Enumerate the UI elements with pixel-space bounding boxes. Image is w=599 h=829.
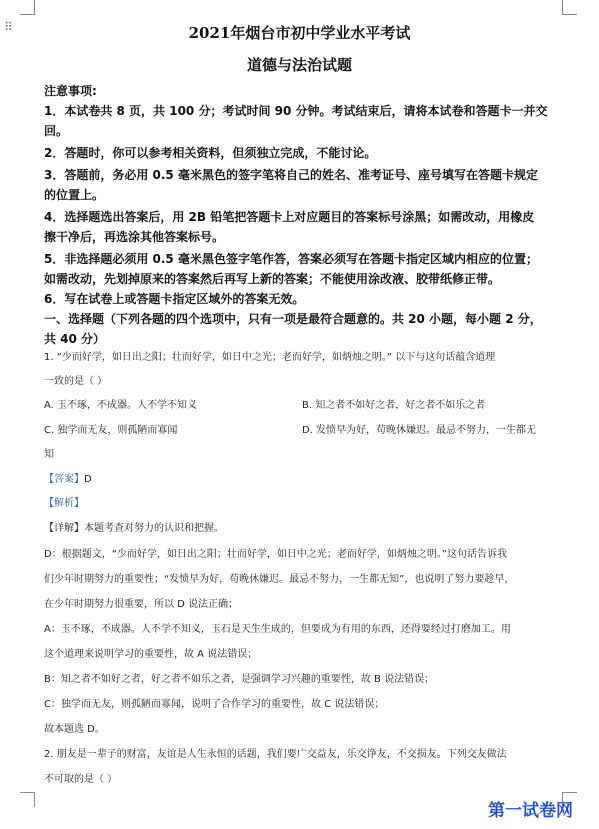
margin-corner-top-right <box>562 0 577 15</box>
document-title: 2021年烟台市初中学业水平考试 <box>188 24 411 42</box>
explanation-conclusion: 故本题选 D。 <box>44 724 105 735</box>
analysis-label: 【解析】 <box>44 498 84 509</box>
question-stem-continued: 不可取的是（ ） <box>44 774 118 785</box>
explanation-line: 们少年时期努力的重要性；“发愤早为好，苟晚休嫌迟。最忌不努力，一生都无知”，也说明了努力要趁早， <box>44 574 515 585</box>
section-heading-continued: 共 40 分） <box>44 332 106 346</box>
note-line: 5．非选择题必须用 0.5 毫米黑色签字笔作答，答案必须写在答题卡指定区域内相应的位置； <box>44 252 538 266</box>
question-stem: 1. “少而好学，如日出之阳；壮而好学，如日中之光；老而好学，如炳烛之明。” 以下与这句话蕴含道理 <box>44 352 496 363</box>
explanation-line: C：独学而无友，则孤陋而寡闻，说明了合作学习的重要性，故 C 说法错误； <box>44 699 385 710</box>
question-stem: 2. 朋友是一辈子的财富，友谊是人生永恒的话题，我们要广交益友，乐交诤友，不交损友。下列交友做法 <box>44 749 507 760</box>
document-subtitle: 道德与法治试题 <box>246 56 352 74</box>
note-line: 2．答题时，你可以参考相关资料，但须独立完成，不能讨论。 <box>44 146 377 160</box>
detail-line <box>44 519 224 534</box>
watermark-logo: 第一试卷网 <box>488 801 573 821</box>
detail-intro: 本题考查对努力的认识和把握。 <box>84 523 224 534</box>
note-line: 回。 <box>44 124 69 138</box>
drag-handle-icon[interactable]: ⠿ <box>4 20 14 34</box>
detail-label: 【详解】 <box>44 523 84 534</box>
option-d-continued: 知 <box>44 449 54 460</box>
answer-line <box>44 470 92 485</box>
explanation-line: 这个道理来说明学习的重要性，故 A 说法错误； <box>44 649 258 660</box>
note-line: 擦干净后，再选涂其他答案标号。 <box>44 230 225 244</box>
option-c: C. 独学而无友，则孤陋而寡闻 <box>44 425 178 436</box>
note-line: 如需改动，先划掉原来的答案然后再写上新的答案；不能使用涂改液、胶带纸修正带。 <box>44 272 501 286</box>
answer-value: D <box>84 474 92 485</box>
option-b: B. 知之者不如好之者，好之者不如乐之者 <box>302 400 486 411</box>
option-d: D. 发愤早为好，苟晚休嫌迟。最忌不努力，一生都无 <box>302 425 537 436</box>
answer-label: 【答案】 <box>44 474 84 485</box>
notes-heading: 注意事项: <box>44 84 97 98</box>
option-a: A. 玉不琢，不成器。人不学不知义 <box>44 400 198 411</box>
section-heading: 一、选择题（下列各题的四个选项中，只有一项是最符合题意的。共 20 小题，每小题 2 分， <box>44 312 542 326</box>
note-line: 的位置上。 <box>44 188 105 202</box>
question-stem-continued: 一致的是（ ） <box>44 376 108 387</box>
explanation-line: A：玉不琢，不成器。人不学不知义，玉石是天生生成的，但要成为有用的东西，还得要经过打磨加工。用 <box>44 624 511 635</box>
note-line: 6．写在试卷上或答题卡指定区域外的答案无效。 <box>44 292 305 306</box>
explanation-line: 在少年时期努力很重要，所以 D 说法正确； <box>44 599 239 610</box>
margin-corner-top-left <box>20 0 35 15</box>
note-line: 4．选择题选出答案后，用 2B 铅笔把答题卡上对应题目的答案标号涂黑；如需改动，用橡皮 <box>44 210 535 224</box>
note-line: 1．本试卷共 8 页，共 100 分；考试时间 90 分钟。考试结束后，请将本试卷和答题卡一并交 <box>44 104 548 118</box>
note-line: 3．答题前，务必用 0.5 毫米黑色的签字笔将自己的姓名、准考证号、座号填写在答题卡规定 <box>44 168 538 182</box>
explanation-line: D：根据题文，“少而好学，如日出之阳；壮而好学，如日中之光；老而好学，如炳烛之明。”这句话告诉我 <box>44 549 508 560</box>
explanation-line: B：知之者不如好之者，好之者不如乐之者，是强调学习兴趣的重要性，故 B 说法错误； <box>44 674 435 685</box>
margin-corner-bottom-left <box>20 792 35 807</box>
